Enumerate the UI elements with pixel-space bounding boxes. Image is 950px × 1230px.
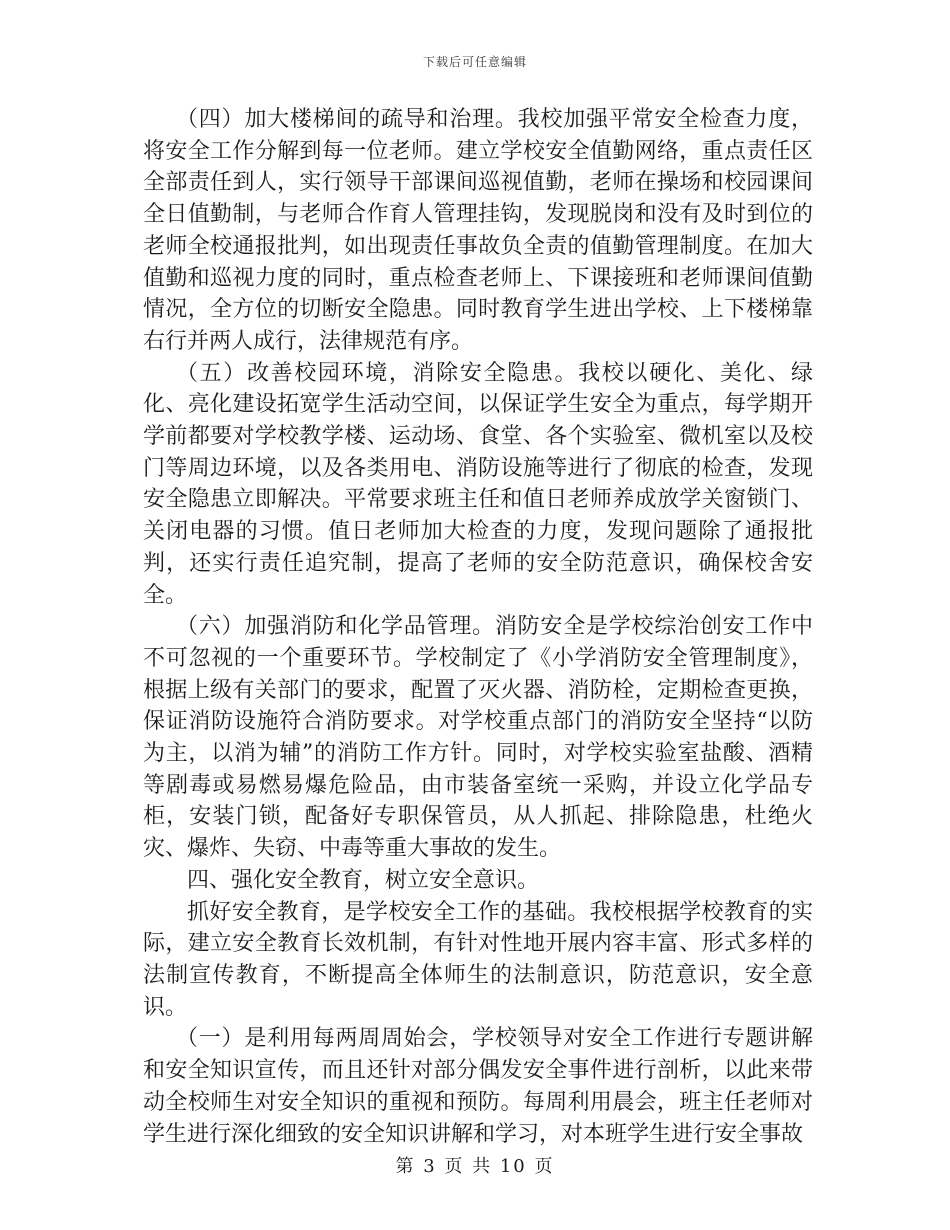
section-heading-safety-education: 四、强化安全教育，树立安全意识。: [187, 867, 540, 893]
page-header: 下载后可任意编辑: [422, 55, 527, 69]
paragraph-sixth-fire-chemical: （六）加强消防和化学品管理。消防安全是学校综治创安工作中不可忽视的一个重要环节。学校制定了《小学消防安全管理制度》，根据上级有关部门的要求，配置了灭火器、消防栓，定期检查更换，保证消防设施符合消防要求。对学校重点部门的消防安全坚持“以防为主，以消为辅”的消防工作方针。同时，对学校实验室盐酸、酒精等剧毒或易燃易爆危险品，由市装备室统一采购，并设立化学品专柜，安装门锁，配备好专职保管员，从人抓起、排除隐患，杜绝火灾、爆炸、失窃、中毒等重大事故的发生。: [143, 614, 813, 862]
paragraph-first-weekly-meeting: （一）是利用每两周周始会，学校领导对安全工作进行专题讲解和安全知识宣传，而且还针对部分偶发安全事件进行剖析，以此来带动全校师生对安全知识的重视和预防。每周利用晨会，班主任老师对学生进行深化细致的安全知识讲解和学习，对本班学生进行安全事故: [143, 1026, 813, 1147]
paragraph-fifth-campus-environment: （五）改善校园环境，消除安全隐患。我校以硬化、美化、绿化、亮化建设拓宽学生活动空间，以保证学生安全为重点，每学期开学前都要对学校教学楼、运动场、食堂、各个实验室、微机室以及校门等周边环境，以及各类用电、消防设施等进行了彻底的检查，发现安全隐患立即解决。平常要求班主任和值日老师养成放学关窗锁门、关闭电器的习惯。值日老师加大检查的力度，发现问题除了通报批判，还实行责任追究制，提高了老师的安全防范意识，确保校舍安全。: [143, 360, 813, 608]
page-number-footer: 第 3 页 共 10 页: [395, 1156, 555, 1177]
document-body: [143, 104, 813, 1150]
paragraph-safety-education-intro: 抓好安全教育，是学校安全工作的基础。我校根据学校教育的实际，建立安全教育长效机制，有针对性地开展内容丰富、形式多样的法制宣传教育，不断提高全体师生的法制意识，防范意识，安全意识。: [143, 899, 813, 1020]
paragraph-fourth-stair-management: （四）加大楼梯间的疏导和治理。我校加强平常安全检查力度，将安全工作分解到每一位老师。建立学校安全值勤网络，重点责任区全部责任到人，实行领导干部课间巡视值勤，老师在操场和校园课间全日值勤制，与老师合作育人管理挂钩，发现脱岗和没有及时到位的老师全校通报批判，如出现责任事故负全责的值勤管理制度。在加大值勤和巡视力度的同时，重点检查老师上、下课接班和老师课间值勤情况，全方位的切断安全隐患。同时教育学生进出学校、上下楼梯靠右行并两人成行，法律规范有序。: [143, 107, 813, 354]
